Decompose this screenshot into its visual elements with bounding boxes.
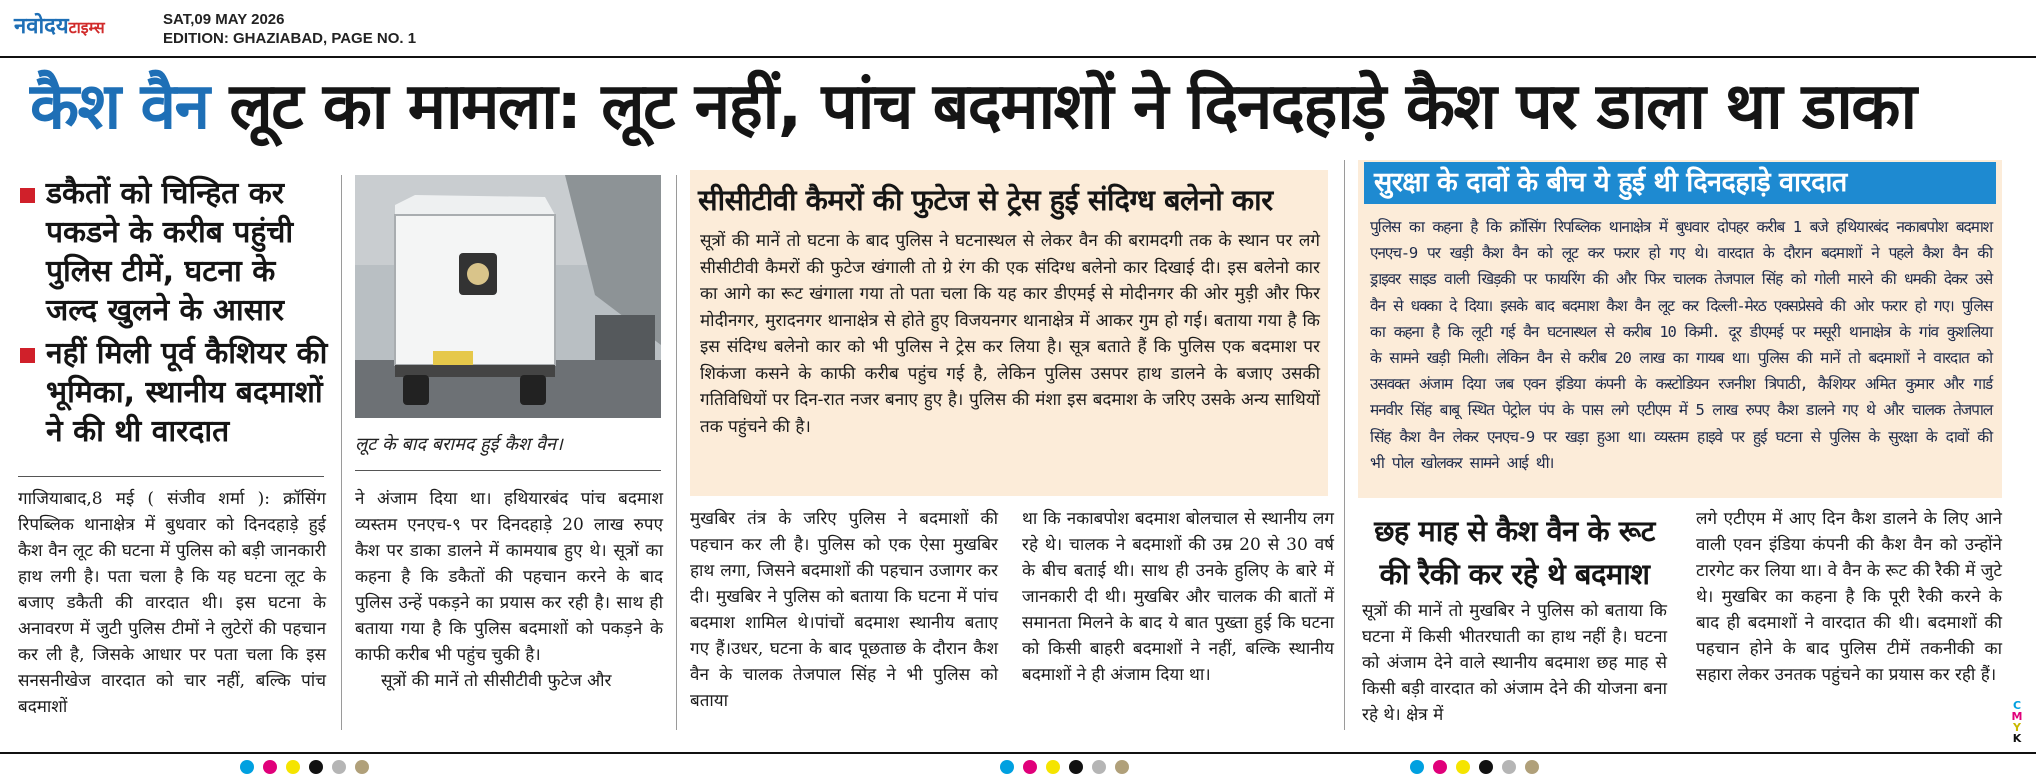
- registration-dot: [1502, 760, 1516, 774]
- cmyk-mark: [2008, 700, 2026, 744]
- highlight-text: डकैतों को चिन्हित कर पकडने के करीब पहुंची पुलिस टीमें, घटना के जल्द खुलने के आसार: [46, 176, 294, 328]
- cctv-box-body: सूत्रों की मानें तो घटना के बाद पुलिस ने घटनास्थल से लेकर वैन की बरामदगी तक के स्थान पर लगे सीसीटीवी कैमरों की फुटेज खंगाली तो ग्रे रंग की एक संदिग्ध बलेनो कार दिखाई दी। इस बलेनो कार का आगे का रूट खंगाला गया तो पता चला कि यह कार डीएमई से मोदीनगर की ओर मुड़ी और फिर मोदीनगर, मुरादनगर थानाक्षेत्र से होते हुए विजयनगर थानाक्षेत्र में आकर गुम हो गई। बताया गया है कि इस संदिग्ध बलेनो कार को भी पुलिस ने ट्रेस कर लिया है। सूत्र बताते हैं कि पुलिस एक बदमाश पर शिकंजा कसने के काफी करीब पहुंच गई है, लेकिन पुलिस उसपर हाथ डालने के बजाए उसकी गतिविधियों पर दिन-रात नजर बनाए हुए है। पुलिस की मंशा इस बदमाश के जरिए उसके अन्य साथियों तक पहुंचने की है।: [700, 231, 1320, 437]
- red-square-bullet-icon: [20, 348, 35, 363]
- cmyk-letter: M: [2011, 710, 2023, 723]
- highlights-divider: [18, 476, 324, 477]
- column-divider: [341, 175, 342, 730]
- registration-dot: [1000, 760, 1014, 774]
- registration-dot: [1069, 760, 1083, 774]
- highlight-text: नहीं मिली पूर्व कैशियर की भूमिका, स्थानीय बदमाशों ने की थी वारदात: [46, 336, 328, 449]
- registration-dot: [286, 760, 300, 774]
- story-column-3: मुखबिर तंत्र के जरिए पुलिस ने बदमाशों की पहचान कर ली है। पुलिस को एक ऐसा मुखबिर हाथ लगा, जिसने बदमाशों की पहचान उजागर कर दी। मुखबिर ने पुलिस को बताया कि घटना में पांच बदमाश शामिल थे।पांचों बदमाश स्थानीय बताए गए हैं।उधर, घटना के बाद पूछताछ के दौरान कैश वैन के चालक तेजपाल सिंह ने भी पुलिस को बताया: [690, 509, 998, 711]
- headline-text: लूट का मामला: लूट नहीं, पांच बदमाशों ने दिनदहाड़े कैश पर डाला था डाका: [208, 70, 1916, 144]
- story-column-2-para: सूत्रों की मानें तो सीसीटीवी फुटेज और: [381, 671, 612, 691]
- headline-highlight: कैश वैन: [30, 70, 209, 144]
- registration-dot: [1092, 760, 1106, 774]
- cmyk-letter: K: [2012, 732, 2022, 745]
- security-story-box: [1358, 160, 2002, 498]
- registration-dot: [1479, 760, 1493, 774]
- registration-dot: [1433, 760, 1447, 774]
- cash-van-photo[interactable]: [355, 175, 661, 418]
- brand-name: नवोदय: [14, 14, 69, 39]
- highlight-item: [18, 334, 330, 451]
- registration-dot: [332, 760, 346, 774]
- cmyk-letter: Y: [2013, 721, 2021, 734]
- registration-dot: [240, 760, 254, 774]
- security-box-body: पुलिस का कहना है कि क्रॉसिंग रिपब्लिक थानाक्षेत्र में बुधवार दोपहर करीब 1 बजे हथियारबंद नकाबपोश बदमाश एनएच-9 पर खड़ी कैश वैन को लूट कर फरार हो गए थे। वारदात के दौरान बदमाशों ने पहले कैश वैन की ड्राइवर साइड वाली खिड़की पर फायरिंग की और फिर चालक तेजपाल सिंह को गोली मारने की धमकी देकर उसे वैन से धक्का दे दिया। इसके बाद बदमाश कैश वैन लूट कर दिल्ली-मेरठ एक्सप्रेसवे की ओर फरार हो गए। पुलिस का कहना है कि लूटी गई वैन घटनास्थल से करीब 10 किमी. दूर डीएमई पर मसूरी थानाक्षेत्र के गांव कुशलिया के सामने खड़ी मिली। लेकिन वैन से करीब 20 लाख का गायब था। पुलिस की मानें तो बदमाशों ने वारदात को उसवक्त अंजाम दिया जब एवन इंडिया कंपनी के कस्टोडियन रजनीश त्रिपाठी, कैशियर अमित कुमार और गार्ड मनवीर सिंह बाबू स्थित पेट्रोल पंप के पास लगे एटीएम में 5 लाख रुपए कैश डालने गए थे और चालक तेजपाल सिंह कैश वैन लेकर एनएच-9 पर खड़ा हुआ था। व्यस्तम हाइवे पर हुई घटना से पुलिस के सुरक्षा के दावों की भी पोल खोलकर सामने आई थी।: [1370, 218, 1993, 472]
- informer-subhead: छह माह से कैश वैन के रूट की रैकी कर रहे थे बदमाश: [1374, 514, 1655, 591]
- registration-dot: [1410, 760, 1424, 774]
- registration-dot: [1456, 760, 1470, 774]
- registration-dot: [309, 760, 323, 774]
- color-dots-middle: [1000, 760, 1138, 779]
- dateline: [163, 10, 416, 48]
- registration-dot: [1046, 760, 1060, 774]
- security-box-title: सुरक्षा के दावों के बीच ये हुई थी दिनदहाड़े वारदात: [1364, 162, 1996, 204]
- informer-column-2: लगे एटीएम में आए दिन कैश डालने के लिए आने वाली एवन इंडिया कंपनी की कैश वैन को उन्होंने टारगेट कर लिया था। वे वैन के रूट की रैकी में जुटे थे। मुखबिर का कहना है कि पूरी रैकी करने के बाद ही बदमाशों ने वारदात की थी। बदमाशों की पहचान होने के बाद पुलिस टीमें तकनीकी का सहारा लेकर उनतक पहुंचने का प्रयास कर रही हैं।: [1696, 509, 2002, 685]
- registration-dot: [1525, 760, 1539, 774]
- main-headline: [30, 68, 2020, 146]
- color-dots-left: [240, 760, 378, 779]
- cash-van-image: [355, 175, 661, 418]
- color-dots-right: [1410, 760, 1548, 779]
- caption-rule: [355, 470, 661, 471]
- registration-dot: [355, 760, 369, 774]
- story-column-4: था कि नकाबपोश बदमाश बोलचाल से स्थानीय लग रहे थे। चालक ने बदमाशों की उम्र 20 से 30 वर्ष के बीच बताई थी। साथ ही उनके हुलिए के बारे में जानकारी दी थी। मुखबिर और चालक की बातों में समानता मिलने के बाद ये बात पुख्ता हुई कि घटना को किसी बाहरी बदमाशों ने नहीं, बल्कि स्थानीय बदमाशों ने ही अंजाम दिया था।: [1022, 509, 1334, 685]
- cmyk-letter: C: [2012, 699, 2022, 712]
- story-column-2-text: ने अंजाम दिया था। हथियारबंद पांच बदमाश व्यस्तम एनएच-९ पर दिनदहाड़े 20 लाख रुपए कैश पर डाका डालने में कामयाब हुए थे। सूत्रों का कहना है कि डकैतों की पहचान करने के बाद पुलिस उन्हें पकड़ने का प्रयास कर रही है। साथ ही बताया गया है कि पुलिस बदमाशों को पकड़ने के काफी करीब भी पहुंच चुकी है।: [355, 489, 663, 665]
- column-divider: [1344, 160, 1345, 730]
- registration-dot: [263, 760, 277, 774]
- highlight-item: [18, 174, 330, 330]
- masthead-rule: [0, 56, 2036, 58]
- photo-caption: लूट के बाद बरामद हुई कैश वैन।: [355, 434, 563, 455]
- cctv-box-title: सीसीटीवी कैमरों की फुटेज से ट्रेस हुई संदिग्ध बलेनो कार: [698, 183, 1273, 217]
- registration-dot: [1115, 760, 1129, 774]
- story-column-2: [355, 486, 663, 694]
- bottom-rule: [0, 752, 2036, 754]
- column-divider: [676, 175, 677, 730]
- issue-date: SAT,09 MAY 2026: [163, 11, 285, 28]
- cctv-story-box: [690, 170, 1328, 496]
- edition-info: EDITION: GHAZIABAD, PAGE NO. 1: [163, 30, 417, 47]
- red-square-bullet-icon: [20, 188, 35, 203]
- story-column-1: गाजियाबाद,8 मई ( संजीव शर्मा ): क्रॉसिंग रिपब्लिक थानाक्षेत्र में बुधवार को दिनदहाड़े हुई कैश वैन लूट की घटना में पुलिस को बड़ी जानकारी हाथ लगी है। पता चला है कि यह घटना लूट के बजाए डकैती की वारदात थी। इस घटना के अनावरण में जुटी पुलिस टीमों ने लुटेरों की पहचान कर ली है, जिसके आधार पर पता चला कि इस सनसनीखेज वारदात को चार नहीं, बल्कि पांच बदमाशों: [18, 489, 326, 717]
- registration-marks: [0, 760, 2036, 769]
- registration-dot: [1023, 760, 1037, 774]
- masthead-logo[interactable]: [14, 10, 105, 40]
- story-highlights: [18, 174, 330, 455]
- informer-column-1: सूत्रों की मानें तो मुखबिर ने पुलिस को बताया कि घटना में किसी भीतरघाती का हाथ नहीं है। घटना को अंजाम देने वाले स्थानीय बदमाश छह माह से किसी बड़ी वारदात को अंजाम देने की योजना बना रहे थे। क्षेत्र में: [1362, 601, 1667, 725]
- top-bar: [0, 0, 2036, 58]
- brand-suffix: टाइम्स: [68, 18, 105, 37]
